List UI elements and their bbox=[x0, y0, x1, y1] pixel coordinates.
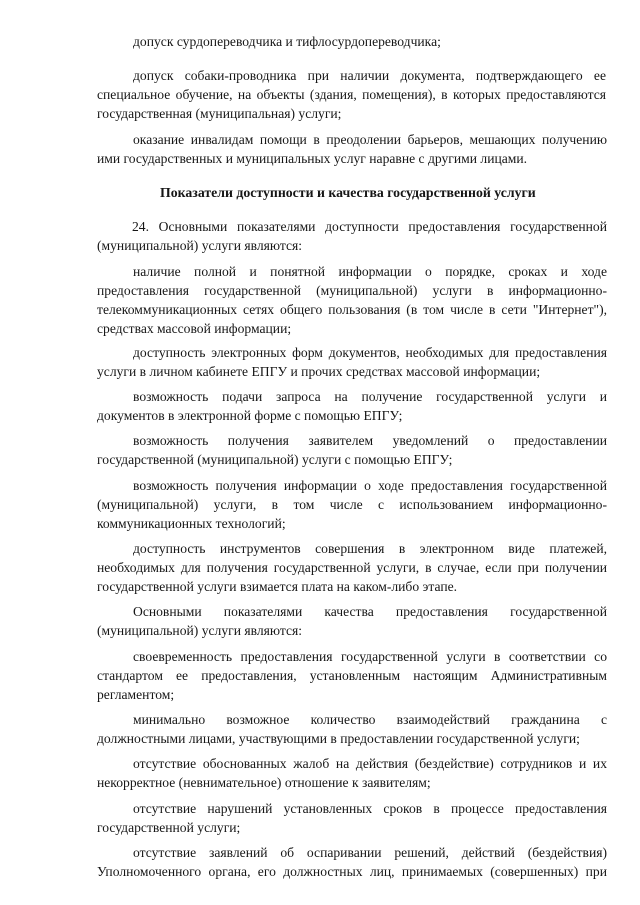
text-line: специальное обучение, на объекты (здания, помещения), в которых предоставляются bbox=[97, 87, 606, 102]
text-line: стандартом ее предоставления, установленным настоящим Административным bbox=[97, 668, 607, 683]
text-line: ими государственных и муниципальных услуг наравне с другими лицами. bbox=[97, 151, 528, 166]
text-line: наличие полной и понятной информации о порядке, сроках и ходе bbox=[133, 264, 607, 279]
text-line: услуги в личном кабинете ЕПГУ и прочих средствах массовой информации; bbox=[97, 364, 541, 379]
text-line: коммуникационных технологий; bbox=[97, 516, 286, 531]
text-line: доступность инструментов совершения в электронном виде платежей, bbox=[133, 541, 607, 556]
text-line: государственной услуги; bbox=[97, 820, 241, 835]
text-line: минимально возможное количество взаимодействий гражданина с bbox=[133, 712, 607, 727]
text-line: своевременность предоставления государственной услуги в соответствии со bbox=[133, 649, 607, 664]
text-line: предоставления государственной (муниципальной) услуги в информационно- bbox=[97, 283, 607, 298]
text-line: возможность подачи запроса на получение государственной услуги и bbox=[133, 389, 607, 404]
text-line: необходимых для получения государственной услуги, в случае, если при получении bbox=[97, 560, 607, 575]
text-line: государственной услуги взимается плата на каком-либо этапе. bbox=[97, 579, 458, 594]
text-line: Основными показателями качества предоставления государственной bbox=[133, 604, 607, 619]
text-line: отсутствие заявлений об оспаривании решений, действий (бездействия) bbox=[133, 845, 607, 860]
text-line: возможность получения информации о ходе предоставления государственной bbox=[133, 478, 607, 493]
text-line: государственной (муниципальной) услуги с помощью ЕПГУ; bbox=[97, 452, 453, 467]
text-line: допуск сурдопереводчика и тифлосурдопереводчика; bbox=[133, 34, 441, 49]
text-line: отсутствие нарушений установленных сроков в процессе предоставления bbox=[133, 801, 607, 816]
text-line: некорректное (невнимательное) отношение к заявителям; bbox=[97, 775, 431, 790]
text-line: должностными лицами, участвующими в предоставлении государственной услуги; bbox=[97, 731, 580, 746]
text-line: средствах массовой информации; bbox=[97, 321, 292, 336]
text-line: документов в электронной форме с помощью ЕПГУ; bbox=[97, 408, 403, 423]
section-heading: Показатели доступности и качества государственной услуги bbox=[160, 185, 536, 200]
text-line: телекоммуникационных сетях общего пользования (в том числе в сети "Интернет"), bbox=[97, 302, 607, 317]
text-line: 24. Основными показателями доступности предоставления государственной bbox=[132, 219, 607, 234]
text-line: регламентом; bbox=[97, 687, 175, 702]
text-line: государственная (муниципальная) услуги; bbox=[97, 106, 342, 121]
text-line: допуск собаки-проводника при наличии документа, подтверждающего ее bbox=[133, 68, 606, 83]
text-line: (муниципальной) услуги являются: bbox=[97, 238, 303, 253]
text-line: отсутствие обоснованных жалоб на действия (бездействие) сотрудников и их bbox=[133, 756, 607, 771]
text-line: возможность получения заявителем уведомлений о предоставлении bbox=[133, 433, 607, 448]
text-line: оказание инвалидам помощи в преодолении барьеров, мешающих получению bbox=[133, 132, 607, 147]
text-line: Уполномоченного органа, его должностных лиц, принимаемых (совершенных) при bbox=[97, 864, 607, 879]
text-line: (муниципальной) услуги, в том числе с использованием информационно- bbox=[97, 497, 607, 512]
text-line: доступность электронных форм документов, необходимых для предоставления bbox=[133, 345, 607, 360]
text-line: (муниципальной) услуги являются: bbox=[97, 623, 303, 638]
